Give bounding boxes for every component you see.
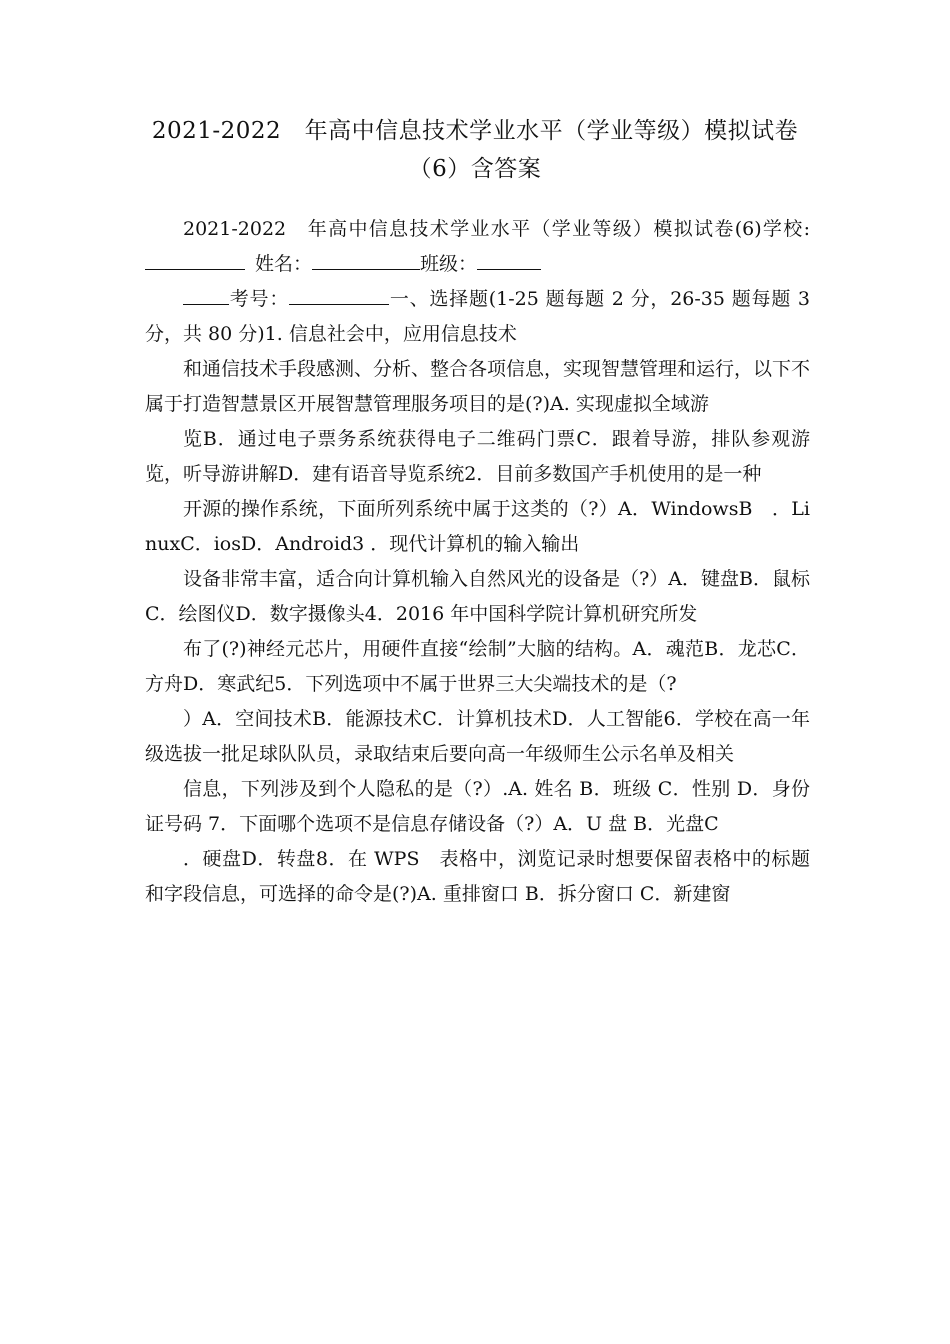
question-paragraph: ）A．空间技术B．能源技术C．计算机技术D．人工智能6．学校在高一年级选拔一批足球队队员，录取结束后要向高一年级师生公示名单及相关: [145, 708, 810, 765]
prefix-blank: [183, 286, 229, 305]
name-blank: [312, 251, 420, 270]
question-paragraph: 开源的操作系统，下面所列系统中属于这类的（?）A．WindowsB ．LinuxC．iosD．Android3 ．现代计算机的输入输出: [145, 498, 810, 555]
document-title-line-2: （6）含答案: [408, 156, 542, 182]
school-blank: [145, 251, 245, 270]
exam-header-intro: 2021-2022 年高中信息技术学业水平（学业等级）模拟试卷(6)学校:: [183, 218, 810, 240]
document-title-line-1: 2021-2022 年高中信息技术学业水平（学业等级）模拟试卷: [151, 118, 799, 144]
question-paragraph: 和通信技术手段感测、分析、整合各项信息，实现智慧管理和运行，以下不属于打造智慧景区开展智慧管理服务项目的是(?)A. 实现虚拟全域游: [145, 358, 811, 415]
class-label: 班级：: [420, 253, 478, 275]
document-body: [145, 212, 810, 912]
question-paragraph: 设备非常丰富，适合向计算机输入自然风光的设备是（?）A．键盘B．鼠标C．绘图仪D．数字摄像头4．2016 年中国科学院计算机研究所发: [145, 568, 810, 625]
question-paragraph: 览B．通过电子票务系统获得电子二维码门票C．跟着导游，排队参观游览，听导游讲解D．建有语音导览系统2．目前多数国产手机使用的是一种: [145, 428, 810, 485]
exam-number-paragraph: [145, 282, 810, 352]
question-paragraph: 信息，下列涉及到个人隐私的是（?）.A. 姓名 B．班级 C．性别 D．身份证号码 7．下面哪个选项不是信息存储设备（?）A．U 盘 B．光盘C: [145, 778, 810, 835]
question-paragraph: ．硬盘D．转盘8．在 WPS 表格中，浏览记录时想要保留表格中的标题和字段信息，可选择的命令是(?)A. 重排窗口 B．拆分窗口 C．新建窗: [145, 848, 810, 905]
exam-header-paragraph: [145, 212, 810, 282]
name-label: 姓名：: [255, 253, 313, 275]
question-paragraph: 布了(?)神经元芯片，用硬件直接“绘制”大脑的结构。A．魂范B．龙芯C．方舟D．寒武纪5．下列选项中不属于世界三大尖端技术的是（?: [145, 638, 810, 695]
section-intro-text: 一、选择题(1-25 题每题 2 分，26-35 题每题 3 分，共 80 分)1. 信息社会中，应用信息技术: [145, 288, 810, 345]
exam-number-blank: [289, 286, 389, 305]
class-blank: [477, 251, 541, 270]
exam-number-label: 考号：: [229, 288, 290, 310]
